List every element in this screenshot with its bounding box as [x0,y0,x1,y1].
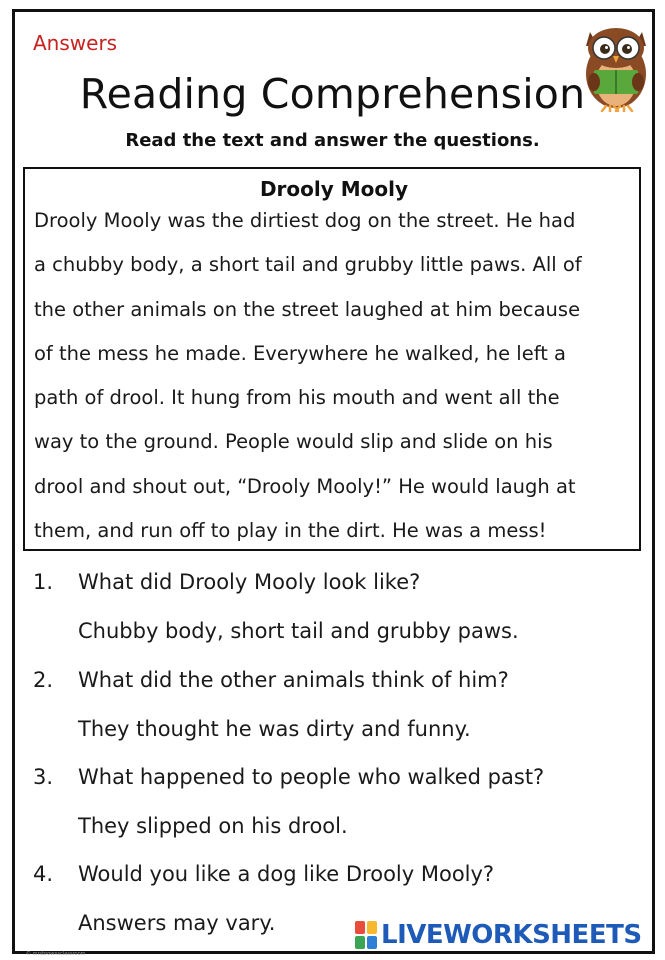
question-number: 1. [33,570,54,594]
story-line: Drooly Mooly was the dirtiest dog on the street. He had [34,209,576,232]
owl-reading-icon [580,16,652,112]
liveworksheets-blocks-icon [355,921,377,949]
story-line: a chubby body, a short tail and grubby little paws. All of [34,253,582,276]
answer-text[interactable]: Chubby body, short tail and grubby paws. [78,619,519,643]
liveworksheets-logo[interactable] [355,920,642,950]
liveworksheets-logo-text: LIVEWORKSHEETS [381,920,642,950]
story-line: them, and run off to play in the dirt. He was a mess! [34,519,547,542]
question-text: What happened to people who walked past? [78,765,545,789]
story-line: path of drool. It hung from his mouth and went all the [34,386,560,409]
story-box [23,167,641,551]
question-number: 4. [33,862,54,886]
answers-label: Answers [33,31,118,55]
answer-text[interactable]: They thought he was dirty and funny. [78,717,471,741]
question-text: What did Drooly Mooly look like? [78,570,421,594]
story-line: of the mess he made. Everywhere he walked, he left a [34,342,567,365]
answer-text[interactable]: Answers may vary. [78,911,276,935]
question-text: What did the other animals think of him? [78,668,509,692]
story-line: way to the ground. People would slip and slide on his [34,430,553,453]
story-title: Drooly Mooly [259,177,409,201]
instructions: Read the text and answer the questions. [125,130,540,151]
story-line: drool and shout out, “Drooly Mooly!” He would laugh at [34,475,576,498]
question-number: 3. [33,765,54,789]
question-text: Would you like a dog like Drooly Mooly? [78,862,495,886]
page-title: Reading Comprehension [79,70,586,118]
credit-text: © mrsbrownsclassroom [26,951,86,957]
answer-text[interactable]: They slipped on his drool. [78,814,348,838]
story-line: the other animals on the street laughed at him because [34,298,581,321]
question-number: 2. [33,668,54,692]
